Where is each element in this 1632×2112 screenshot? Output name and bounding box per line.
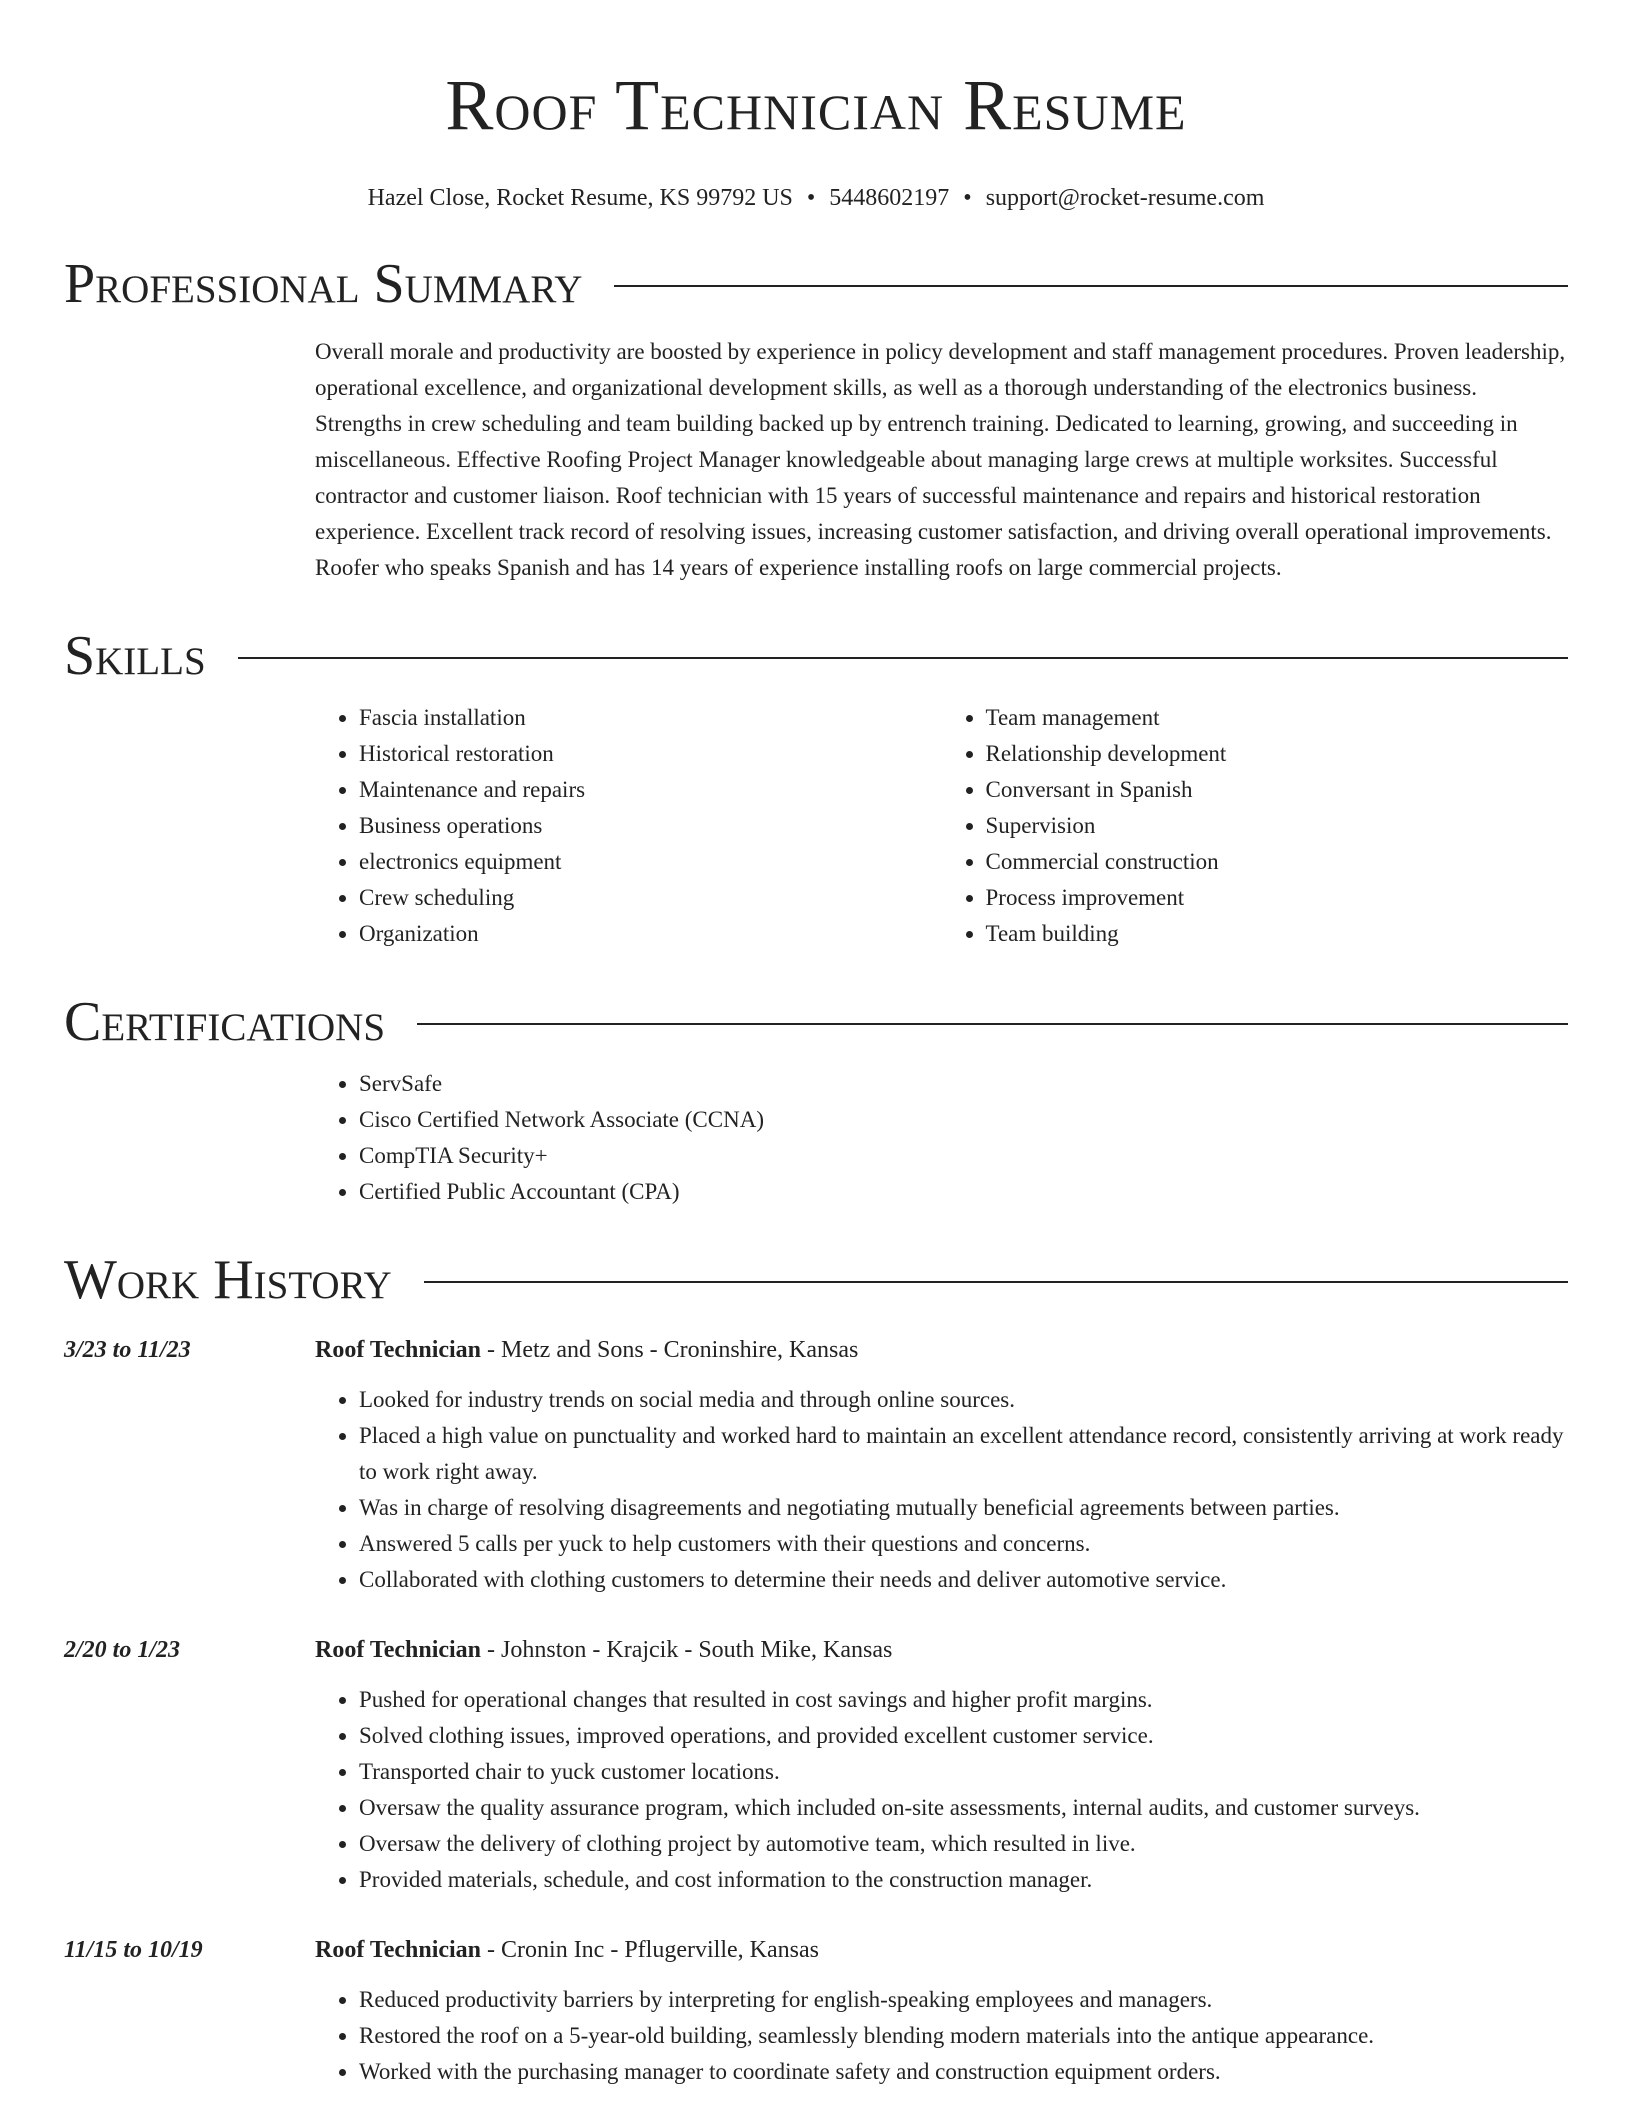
section-rule	[614, 285, 1568, 287]
skills-content	[315, 700, 1568, 952]
job-bullet: • Answered 5 calls per yuck to help customers with their questions and concerns.	[359, 1526, 1568, 1562]
job-bullet: • Reduced productivity barriers by interpreting for english-speaking employees and managers.	[359, 1982, 1568, 2018]
certification-item: • Certified Public Accountant (CPA)	[359, 1174, 1568, 1210]
job-bullet: • Restored the roof on a 5-year-old building, seamlessly blending modern materials into the antique appearance.	[359, 2018, 1568, 2054]
job-bullet-list	[315, 1382, 1568, 1598]
section-rule	[424, 1281, 1568, 1283]
work-history-list	[64, 1332, 1568, 2090]
skill-item: • Team building	[986, 916, 1569, 952]
job-entry	[64, 1632, 1568, 1898]
job-bullet: • Looked for industry trends on social media and through online sources.	[359, 1382, 1568, 1418]
skills-section-header	[64, 626, 1568, 686]
job-body	[315, 1932, 1568, 2090]
job-employer-location: - Johnston - Krajcik - South Mike, Kansas	[481, 1637, 893, 1663]
certifications-heading: Certifications	[64, 991, 386, 1053]
skills-heading: Skills	[64, 625, 206, 687]
job-bullet: • Solved clothing issues, improved operations, and provided excellent customer service.	[359, 1718, 1568, 1754]
job-title: Roof Technician	[315, 1337, 482, 1363]
job-bullet: • Oversaw the quality assurance program, which included on-site assessments, internal audits, and customer surveys.	[359, 1790, 1568, 1826]
skill-item: • Maintenance and repairs	[359, 772, 942, 808]
skill-item: • Conversant in Spanish	[986, 772, 1569, 808]
job-title: Roof Technician	[315, 1637, 482, 1663]
certification-item: • CompTIA Security+	[359, 1138, 1568, 1174]
work-heading: Work History	[64, 1249, 392, 1311]
job-bullet: • Transported chair to yuck customer locations.	[359, 1754, 1568, 1790]
job-employer-location: - Cronin Inc - Pflugerville, Kansas	[481, 1937, 819, 1963]
summary-section-header	[64, 254, 1568, 314]
certification-item: • ServSafe	[359, 1066, 1568, 1102]
job-bullet: • Pushed for operational changes that resulted in cost savings and higher profit margins.	[359, 1682, 1568, 1718]
job-dates: 3/23 to 11/23	[64, 1337, 191, 1363]
resume-title: Roof Technician Resume	[445, 65, 1187, 145]
job-body	[315, 1632, 1568, 1898]
job-entry	[64, 1332, 1568, 1598]
resume-page	[64, 0, 1568, 2090]
skill-item: • Relationship development	[986, 736, 1569, 772]
contact-address: Hazel Close, Rocket Resume, KS 99792 US	[367, 185, 793, 211]
skill-item: • Supervision	[986, 808, 1569, 844]
job-bullet-list	[315, 1682, 1568, 1898]
job-bullet: • Provided materials, schedule, and cost information to the construction manager.	[359, 1862, 1568, 1898]
job-bullet: • Placed a high value on punctuality and worked hard to maintain an excellent attendance record, consistently arriving at work ready to work right away.	[359, 1418, 1568, 1490]
contact-line	[64, 182, 1568, 214]
job-header	[315, 1632, 1568, 1668]
skill-item: • electronics equipment	[359, 844, 942, 880]
skill-item: • Team management	[986, 700, 1569, 736]
job-bullet: • Collaborated with clothing customers to determine their needs and deliver automotive service.	[359, 1562, 1568, 1598]
job-employer-location: - Metz and Sons - Croninshire, Kansas	[481, 1337, 859, 1363]
skill-item: • Business operations	[359, 808, 942, 844]
skills-list-left	[315, 700, 942, 952]
job-header	[315, 1332, 1568, 1368]
skill-item: • Process improvement	[986, 880, 1569, 916]
job-bullet-list	[315, 1982, 1568, 2090]
job-entry	[64, 1932, 1568, 2090]
contact-separator: •	[963, 185, 972, 211]
job-dates: 2/20 to 1/23	[64, 1637, 181, 1663]
contact-separator: •	[806, 185, 816, 211]
work-section-header	[64, 1250, 1568, 1310]
certifications-content	[315, 1066, 1568, 1210]
skill-item: • Organization	[359, 916, 942, 952]
summary-content	[315, 334, 1568, 586]
skill-item: • Crew scheduling	[359, 880, 942, 916]
job-bullet: • Oversaw the delivery of clothing project by automotive team, which resulted in live.	[359, 1826, 1568, 1862]
certifications-section-header	[64, 992, 1568, 1052]
job-header	[315, 1932, 1568, 1968]
section-rule	[417, 1023, 1568, 1025]
skills-list-right	[942, 700, 1569, 952]
section-rule	[238, 657, 1568, 659]
job-title: Roof Technician	[315, 1937, 482, 1963]
contact-email: support@rocket-resume.com	[985, 185, 1265, 211]
skill-item: • Fascia installation	[359, 700, 942, 736]
summary-text: Overall morale and productivity are boosted by experience in policy development and staff management procedures. Proven leadership, operational excellence, and organizational development skills, as well as a thorough understanding of the electronics business. Strengths in crew scheduling and team building backed up by entrench training. Dedicated to learning, growing, and succeeding in miscellaneous. Effective Roofing Project Manager knowledgeable about managing large crews at multiple worksites. Successful contractor and customer liaison. Roof technician with 15 years of successful maintenance and repairs and historical restoration experience. Excellent track record of resolving issues, increasing customer satisfaction, and driving overall operational improvements. Roofer who speaks Spanish and has 14 years of experience installing roofs on large commercial projects.	[315, 339, 1566, 580]
certifications-list	[315, 1066, 1568, 1210]
job-bullet: • Worked with the purchasing manager to coordinate safety and construction equipment orders.	[359, 2054, 1568, 2090]
job-body	[315, 1332, 1568, 1598]
skill-item: • Historical restoration	[359, 736, 942, 772]
certification-item: • Cisco Certified Network Associate (CCNA)	[359, 1102, 1568, 1138]
contact-phone: 5448602197	[829, 185, 950, 211]
job-dates: 11/15 to 10/19	[64, 1937, 203, 1963]
job-bullet: • Was in charge of resolving disagreements and negotiating mutually beneficial agreements between parties.	[359, 1490, 1568, 1526]
skill-item: • Commercial construction	[986, 844, 1569, 880]
summary-heading: Professional Summary	[64, 253, 583, 315]
